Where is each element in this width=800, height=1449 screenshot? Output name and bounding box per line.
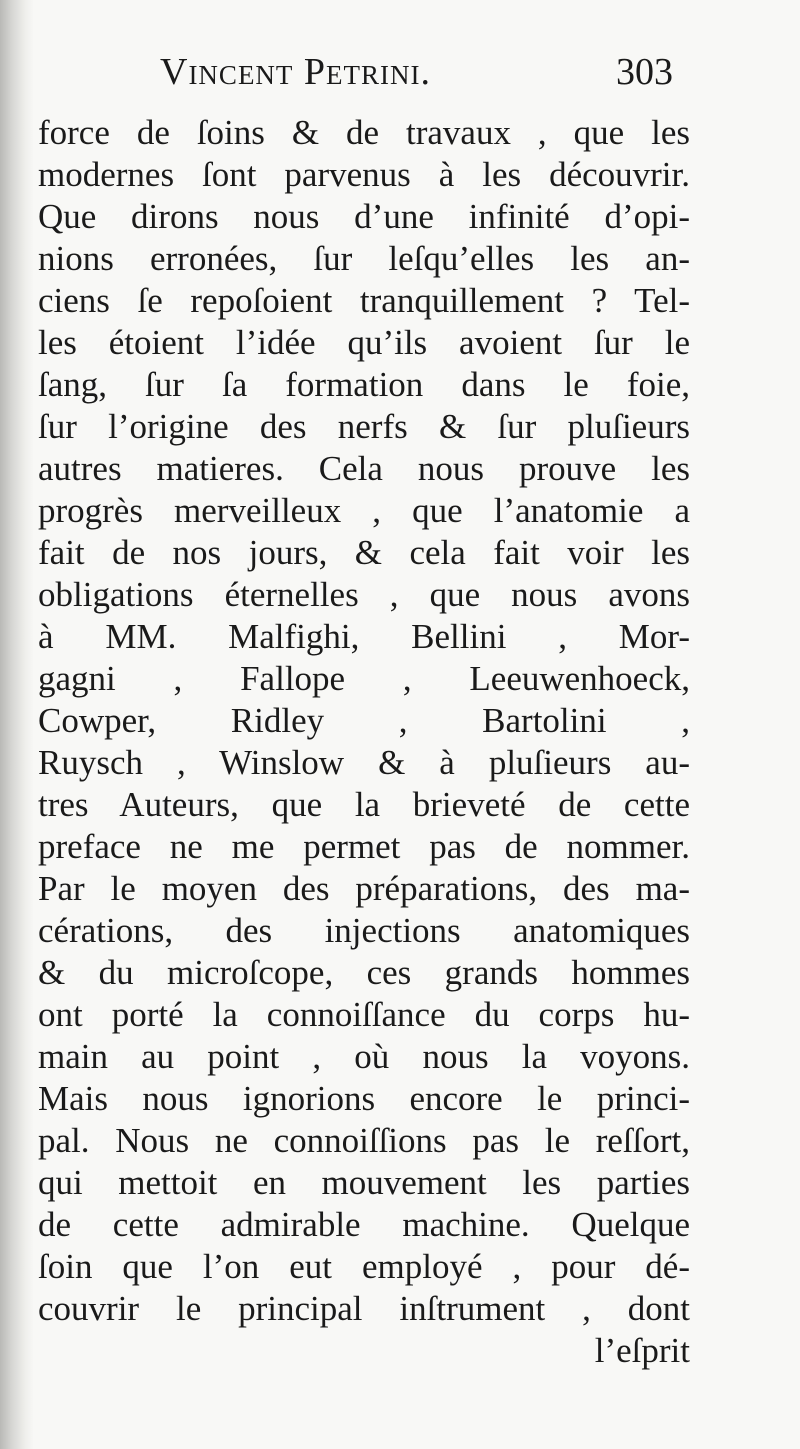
text-line: & du microſcope, ces grands hommes (38, 953, 690, 992)
text-line: nions erronées, ſur leſqu’elles les an- (38, 239, 690, 278)
text-line: ont porté la connoiſſance du corps hu- (38, 995, 690, 1034)
text-line: à MM. Malfighi, Bellini , Mor- (38, 617, 690, 656)
text-line: Ruysch , Winslow & à pluſieurs au- (38, 743, 690, 782)
text-line: de cette admirable machine. Quelque (38, 1205, 690, 1244)
text-line: gagni , Fallope , Leeuwenhoeck, (38, 659, 690, 698)
text-line: tres Auteurs, que la brieveté de cette (38, 785, 690, 824)
binding-gutter-shadow (0, 0, 34, 1449)
text-line: Que dirons nous d’une infinité d’opi- (38, 197, 690, 236)
text-line: progrès merveilleux , que l’anatomie a (38, 491, 690, 530)
text-line: Mais nous ignorions encore le princi- (38, 1079, 690, 1118)
text-line: couvrir le principal inſtrument , dont (38, 1289, 690, 1328)
text-line: preface ne me permet pas de nommer. (38, 827, 690, 866)
text-line: les étoient l’idée qu’ils avoient ſur le (38, 323, 690, 362)
text-line: fait de nos jours, & cela fait voir les (38, 533, 690, 572)
text-line: Cowper, Ridley , Bartolini , (38, 701, 690, 740)
text-line: cérations, des injections anatomiques (38, 911, 690, 950)
text-line: force de ſoins & de travaux , que les (38, 113, 690, 152)
text-line: pal. Nous ne connoiſſions pas le reſſort, (38, 1121, 690, 1160)
running-head: Vincent Petrini. (160, 51, 432, 93)
text-line: ſoin que l’on eut employé , pour dé- (38, 1247, 690, 1286)
text-line: ciens ſe repoſoient tranquillement ? Tel- (38, 281, 690, 320)
page-header (0, 50, 800, 110)
page-number: 303 (616, 51, 673, 93)
text-line: Par le moyen des préparations, des ma- (38, 869, 690, 908)
catchword-line: l’eſprit (594, 1331, 690, 1370)
text-line: ſang, ſur ſa formation dans le foie, (38, 365, 690, 404)
text-line: modernes ſont parvenus à les découvrir. (38, 155, 690, 194)
text-line: ſur l’origine des nerfs & ſur pluſieurs (38, 407, 690, 446)
text-line: autres matieres. Cela nous prouve les (38, 449, 690, 488)
body-text (38, 112, 690, 1372)
text-line: qui mettoit en mouvement les parties (38, 1163, 690, 1202)
text-line: main au point , où nous la voyons. (38, 1037, 690, 1076)
text-line: obligations éternelles , que nous avons (38, 575, 690, 614)
